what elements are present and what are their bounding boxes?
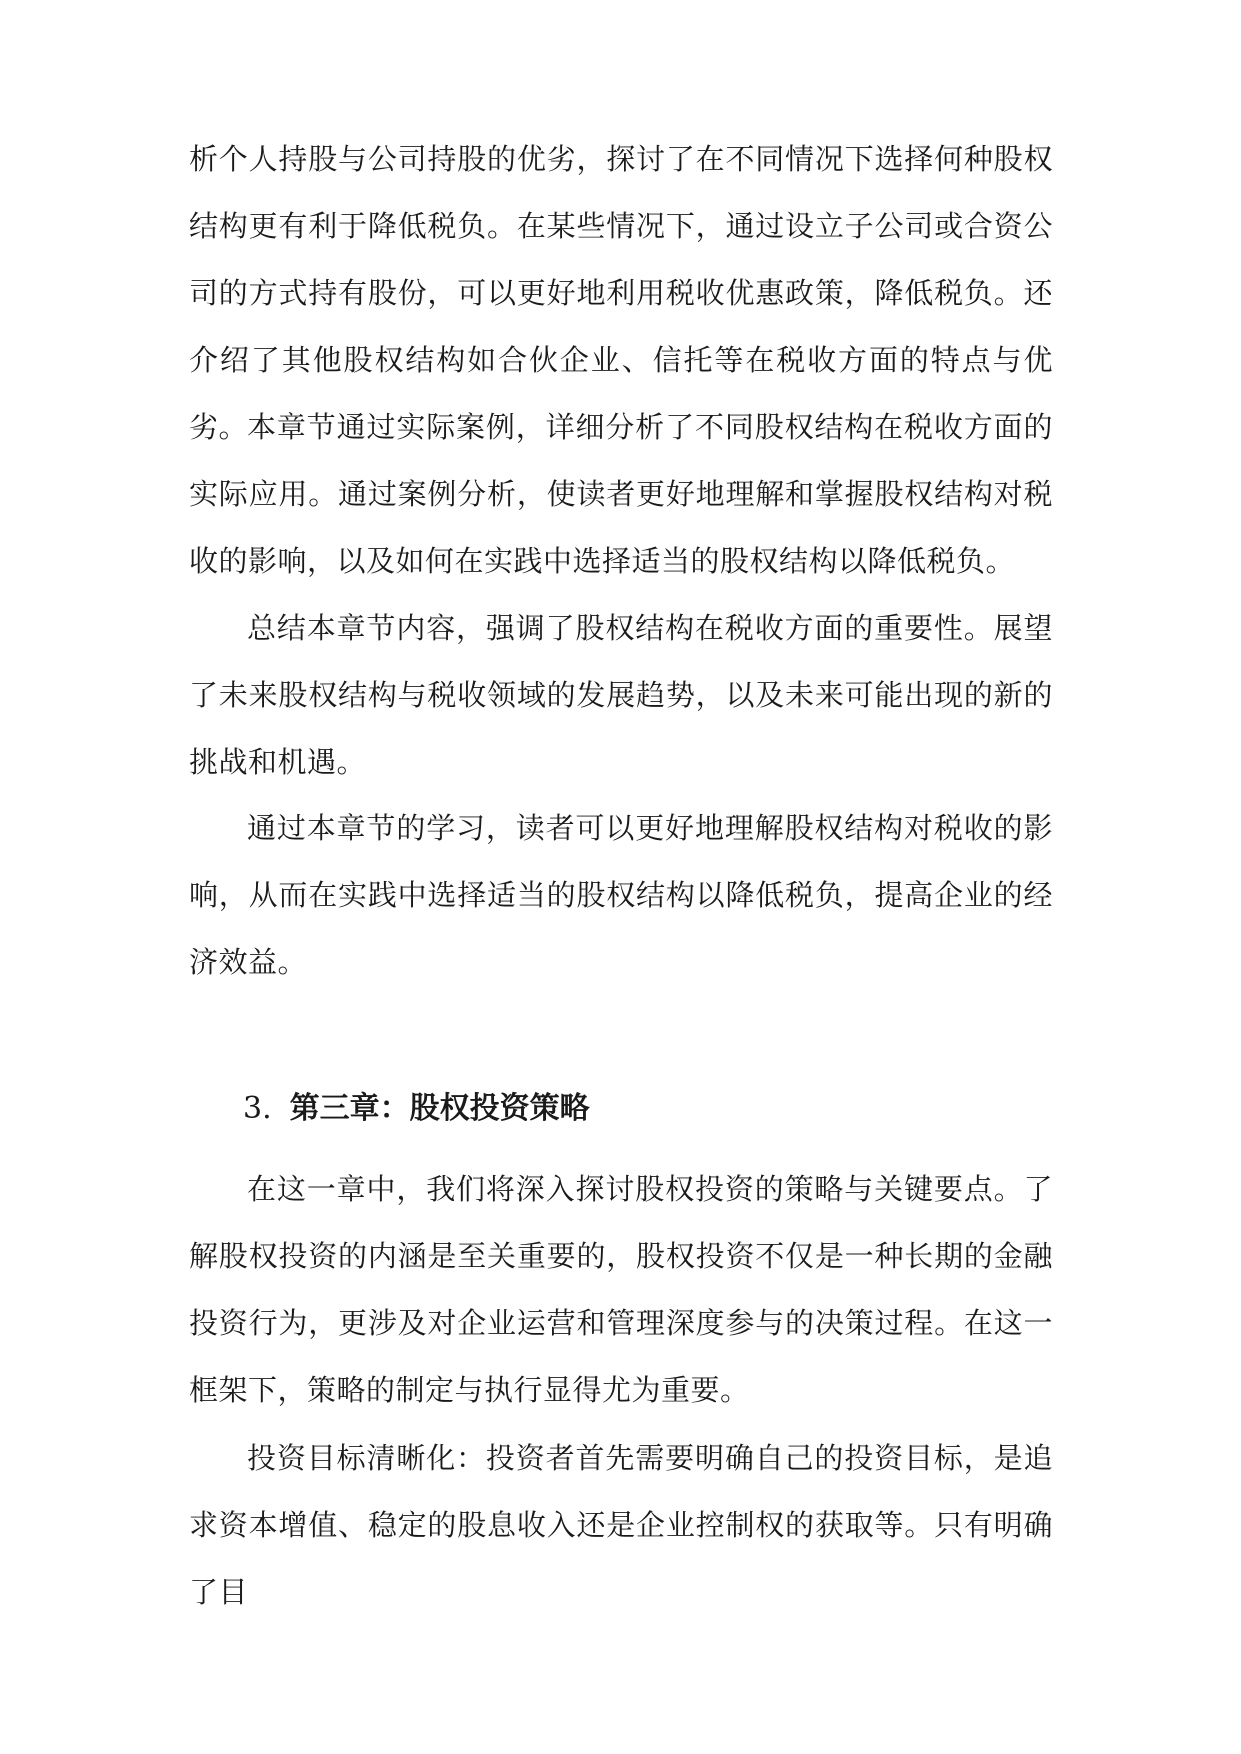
- paragraph-equity-investment-intro: 在这一章中，我们将深入探讨股权投资的策略与关键要点。了解股权投资的内涵是至关重要的，股权投资不仅是一种长期的金融投资行为，更涉及对企业运营和管理深度参与的决策过程。在这一框架下，策略的制定与执行显得尤为重要。: [189, 1172, 1053, 1407]
- paragraph-chapter-summary: 总结本章节内容，强调了股权结构在税收方面的重要性。展望了未来股权结构与税收领域的发展趋势，以及未来可能出现的新的挑战和机遇。: [189, 611, 1053, 779]
- section-number: 3.: [243, 1091, 272, 1126]
- section-heading: [243, 1086, 590, 1132]
- paragraph-equity-structure-comparison: 析个人持股与公司持股的优劣，探讨了在不同情况下选择何种股权结构更有利于降低税负。在某些情况下，通过设立子公司或合资公司的方式持有股份，可以更好地利用税收优惠政策，降低税负。还介绍了其他股权结构如合伙企业、信托等在税收方面的特点与优劣。: [189, 142, 1053, 444]
- paragraph-learning-outcome: 通过本章节的学习，读者可以更好地理解股权结构对税收的影响，从而在实践中选择适当的股权结构以降低税负，提高企业的经济效益。: [189, 811, 1053, 979]
- section-title: 第三章：股权投资策略: [289, 1091, 590, 1126]
- paragraph-investment-goals: 投资目标清晰化：投资者首先需要明确自己的投资目标，是追求资本增值、稳定的股息收入还是企业控制权的获取等。只有明确了目: [189, 1441, 1053, 1609]
- paragraph-case-study: 本章节通过实际案例，详细分析了不同股权结构在税收方面的实际应用。通过案例分析，使读者更好地理解和掌握股权结构对税收的影响，以及如何在实践中选择适当的股权结构以降低税负。: [189, 410, 1053, 578]
